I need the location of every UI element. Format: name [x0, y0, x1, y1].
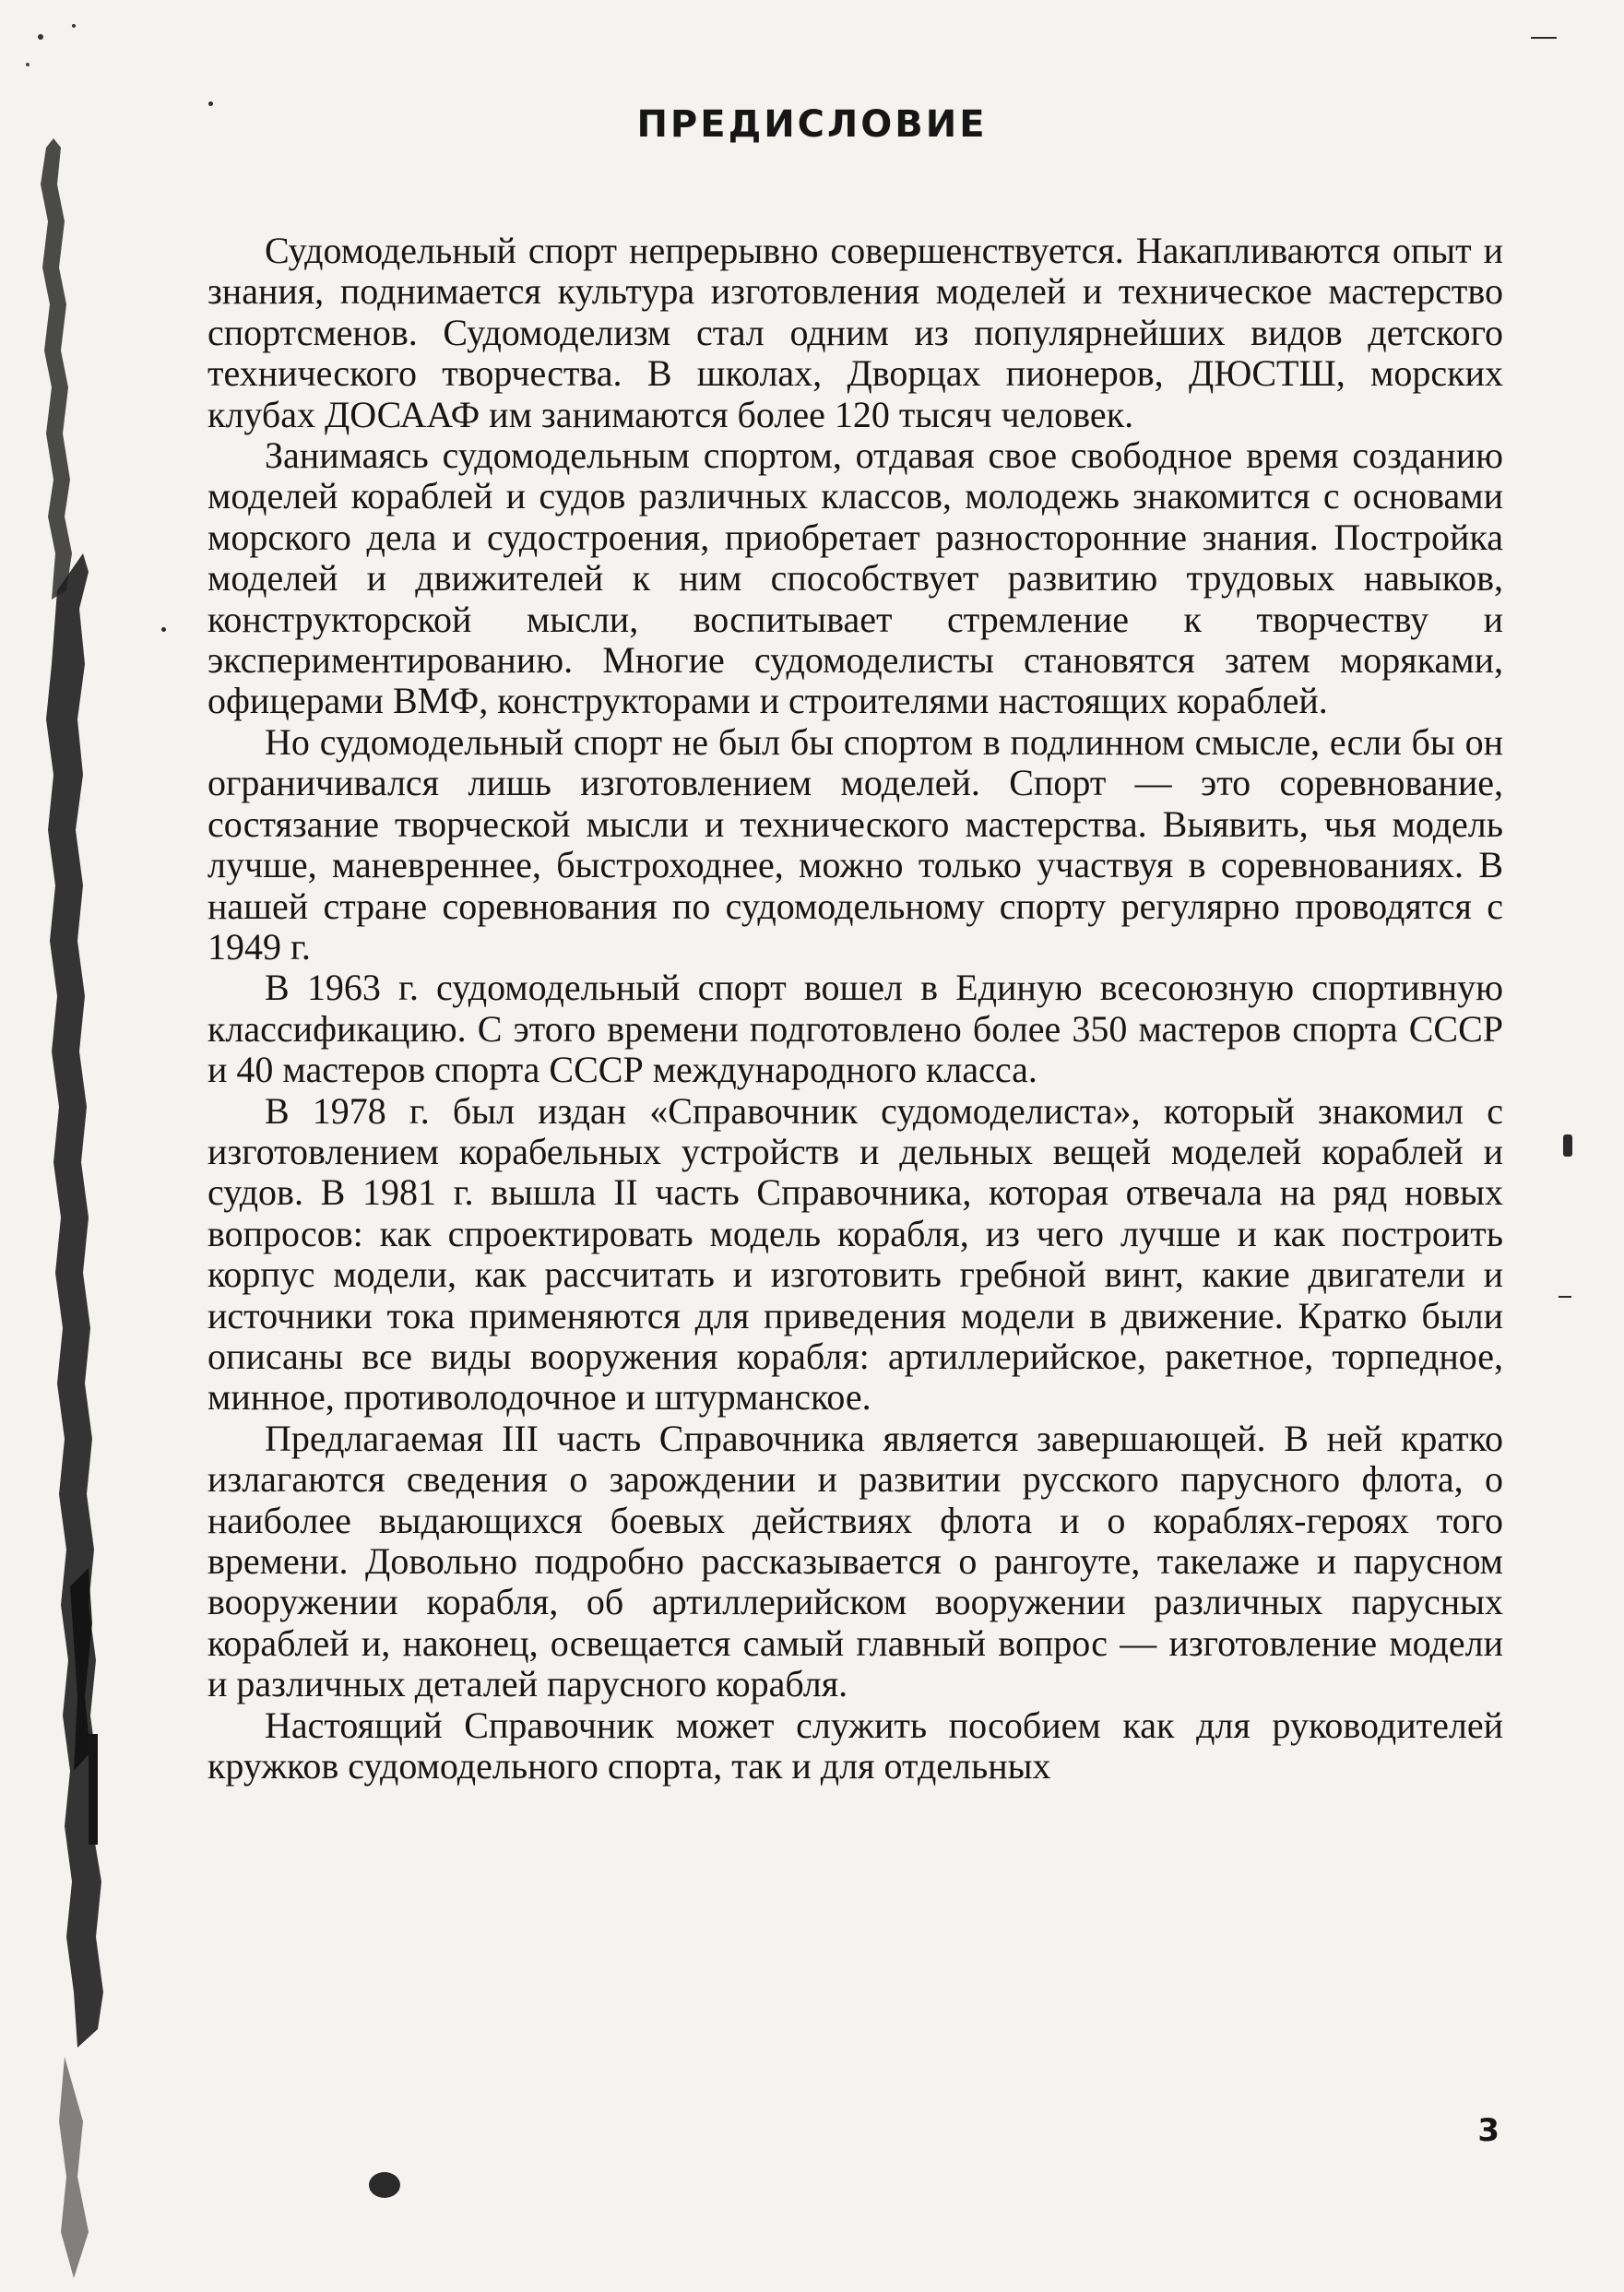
paragraph: В 1978 г. был издан «Справочник судомоделиста», который знакомил с изготовлением корабельных устройств и дельных вещей моделей кораблей и судов. В 1981 г. вышла II часть Справочника, которая отвечала на ряд новых вопросов: как спроектировать модель корабля, из чего лучше и как построить корпус модели, как рассчитать и изготовить гребной винт, какие двигатели и источники тока применяются для приведения модели в движение. Кратко были описаны все виды вооружения корабля: артиллерийское, ракетное, торпедное, минное, противолодочное и штурманское.: [207, 1089, 1503, 1419]
scan-speck: [369, 2172, 400, 2198]
page-title: ПРЕДИСЛОВИЕ: [636, 103, 988, 146]
paragraph: В 1963 г. судомодельный спорт вошел в Единую всесоюзную спортивную классификацию. С этого времени подготовлено более 350 мастеров спорта СССР и 40 мастеров спорта СССР международного класса.: [207, 967, 1503, 1091]
page-number: 3: [1477, 2112, 1500, 2149]
scan-edge-damage: [0, 0, 129, 2292]
paragraph: Но судомодельный спорт не был бы спортом в подлинном смысле, если бы он ограничивался лишь изготовлением моделей. Спорт — это соревнование, состязание творческой мысли и технического мастерства. Выявить, чья модель лучше, маневреннее, быстроходнее, можно только участвуя в соревнованиях. В нашей стране соревнования по судомодельному спорту регулярно проводятся с 1949 г.: [207, 720, 1503, 968]
scan-speck: [1559, 1296, 1571, 1298]
scan-speck: [1531, 37, 1557, 39]
scan-speck: [161, 627, 166, 632]
paragraph: Предлагаемая III часть Справочника является завершающей. В ней кратко излагаются сведения о зарождении и развитии русского парусного флота, о наиболее выдающихся боевых действиях флота и о кораблях-героях того времени. Довольно подробно рассказывается о рангоуте, такелаже и парусном вооружении корабля, об артиллерийском вооружении различных парусных кораблей и, наконец, освещается самый главный вопрос — изготовление модели и различных деталей парусного корабля.: [207, 1417, 1503, 1705]
paragraph: Судомодельный спорт непрерывно совершенствуется. Накапливаются опыт и знания, поднимается культура изготовления моделей и техническое мастерство спортсменов. Судомоделизм стал одним из популярнейших видов детского технического творчества. В школах, Дворцах пионеров, ДЮСТШ, морских клубах ДОСААФ им занимаются более 120 тысяч человек.: [207, 230, 1503, 435]
scan-speck: [1563, 1134, 1572, 1157]
paragraph: Занимаясь судомодельным спортом, отдавая свое свободное время созданию моделей кораблей и судов различных классов, молодежь знакомится с основами морского дела и судостроения, приобретает разносторонние знания. Постройка моделей и движителей к ним способствует развитию трудовых навыков, конструкторской мысли, воспитывает стремление к творчеству и экспериментированию. Многие судомоделисты становятся затем моряками, офицерами ВМФ, конструкторами и строителями настоящих кораблей.: [207, 434, 1503, 722]
preface-body: [207, 231, 1503, 1787]
paragraph: Настоящий Справочник может служить пособием как для руководителей кружков судомодельного спорта, так и для отдельных: [207, 1704, 1503, 1787]
